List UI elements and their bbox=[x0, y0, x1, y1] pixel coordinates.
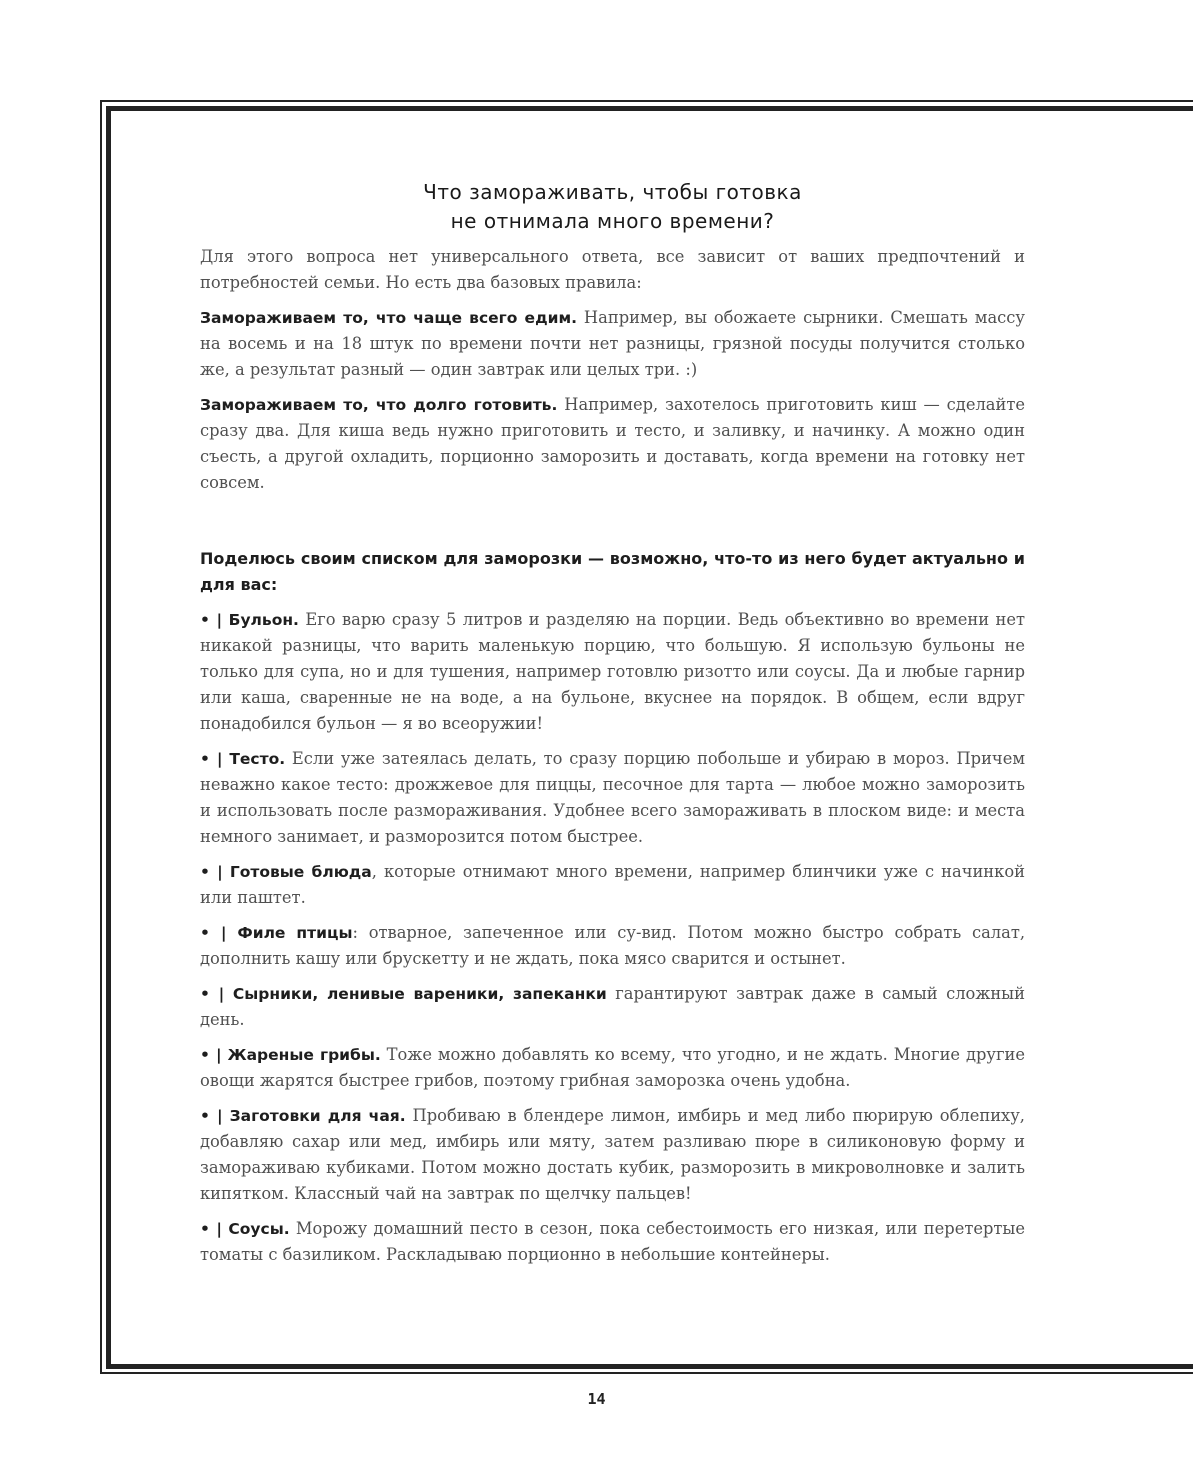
bullet-marker: • | bbox=[200, 1107, 223, 1125]
list-item-text: , которые отнимают много времени, например блинчики уже с начинкой или паштет. bbox=[200, 862, 1025, 907]
list-item bbox=[200, 1216, 1025, 1268]
bullet-marker: • | bbox=[200, 750, 223, 768]
list-intro: Поделюсь своим списком для заморозки — возможно, что-то из него будет актуально и для вас: bbox=[200, 549, 1025, 594]
list-item-heading: Тесто. bbox=[229, 750, 286, 768]
rule-text: Например, захотелось приготовить киш — сделайте сразу два. Для киша ведь нужно приготовить и тесто, и заливку, и начинку. А можно один съесть, а другой охладить, порционно заморозить и доставать, когда времени на готовку нет совсем. bbox=[200, 395, 1025, 492]
list-item-heading: Жареные грибы. bbox=[227, 1046, 381, 1064]
list-item-heading: Заготовки для чая. bbox=[229, 1107, 406, 1125]
list-item-text: Его варю сразу 5 литров и разделяю на порции. Ведь объективно во времени нет никакой разницы, что варить маленькую порцию, что большую. Я использую бульоны не только для супа, но и для тушения, например готовлю ризотто или соусы. Да и любые гарнир или каша, сваренные не на воде, а на бульоне, вкуснее на порядок. В общем, если вдруг понадобился бульон — я во всеоружии! bbox=[200, 610, 1025, 733]
rule-text: Например, вы обожаете сырники. Смешать массу на восемь и на 18 штук по времени почти нет разницы, грязной посуды получится столько же, а результат разный — один завтрак или целых три. :) bbox=[200, 308, 1025, 379]
list-item bbox=[200, 981, 1025, 1033]
list-item-text: гарантируют завтрак даже в самый сложный день. bbox=[200, 984, 1025, 1029]
bullet-marker: • | bbox=[200, 1046, 222, 1064]
page-number: 14 bbox=[587, 1390, 606, 1408]
title-line-1: Что замораживать, чтобы готовка bbox=[423, 180, 802, 204]
rule-paragraph bbox=[200, 392, 1025, 496]
list-item bbox=[200, 859, 1025, 911]
list-item-text: Пробиваю в блендере лимон, имбирь и мед либо пюрирую облепиху, добавляю сахар или мед, имбирь или мяту, затем разливаю пюре в силиконовую форму и замораживаю кубиками. Потом можно достать кубик, разморозить в микроволновке и залить кипятком. Классный чай на завтрак по щелчку пальцев! bbox=[200, 1106, 1025, 1203]
rule-heading: Замораживаем то, что чаще всего едим. bbox=[200, 309, 578, 327]
bullet-marker: • | bbox=[200, 611, 223, 629]
title-line-2: не отнимала много времени? bbox=[450, 209, 775, 233]
bullet-marker: • | bbox=[200, 924, 227, 942]
bullet-marker: • | bbox=[200, 985, 225, 1003]
page-content bbox=[200, 178, 1025, 1277]
list-item bbox=[200, 1103, 1025, 1207]
list-item bbox=[200, 746, 1025, 850]
bullet-marker: • | bbox=[200, 1220, 223, 1238]
list-item-heading: Сырники, ленивые вареники, запеканки bbox=[232, 985, 607, 1003]
list-item-text: Тоже можно добавлять ко всему, что угодно, и не ждать. Многие другие овощи жарятся быстрее грибов, поэтому грибная заморозка очень удобна. bbox=[200, 1045, 1025, 1090]
bullet-marker: • | bbox=[200, 863, 223, 881]
list-item-heading: Готовые блюда bbox=[229, 863, 372, 881]
page-title bbox=[200, 178, 1025, 236]
list-item-heading: Филе птицы bbox=[237, 924, 353, 942]
list-item-text: Морожу домашний песто в сезон, пока себестоимость его низкая, или перетертые томаты с базиликом. Раскладываю порционно в небольшие контейнеры. bbox=[200, 1219, 1025, 1264]
list-item bbox=[200, 920, 1025, 972]
list-item-heading: Соусы. bbox=[228, 1220, 290, 1238]
list-item-heading: Бульон. bbox=[228, 611, 299, 629]
list-item bbox=[200, 1042, 1025, 1094]
rule-heading: Замораживаем то, что долго готовить. bbox=[200, 396, 558, 414]
list-item bbox=[200, 607, 1025, 737]
list-item-text: Если уже затеялась делать, то сразу порцию побольше и убираю в мороз. Причем неважно какое тесто: дрожжевое для пиццы, песочное для тарта — любое можно заморозить и использовать после размораживания. Удобнее всего замораживать в плоском виде: и места немного занимает, и разморозится потом быстрее. bbox=[200, 749, 1025, 846]
intro-paragraph: Для этого вопроса нет универсального ответа, все зависит от ваших предпочтений и потребностей семьи. Но есть два базовых правила: bbox=[200, 247, 1025, 292]
rule-paragraph bbox=[200, 305, 1025, 383]
list-item-text: : отварное, запеченное или су-вид. Потом можно быстро собрать салат, дополнить кашу или брускетту и не ждать, пока мясо сварится и остынет. bbox=[200, 923, 1026, 968]
